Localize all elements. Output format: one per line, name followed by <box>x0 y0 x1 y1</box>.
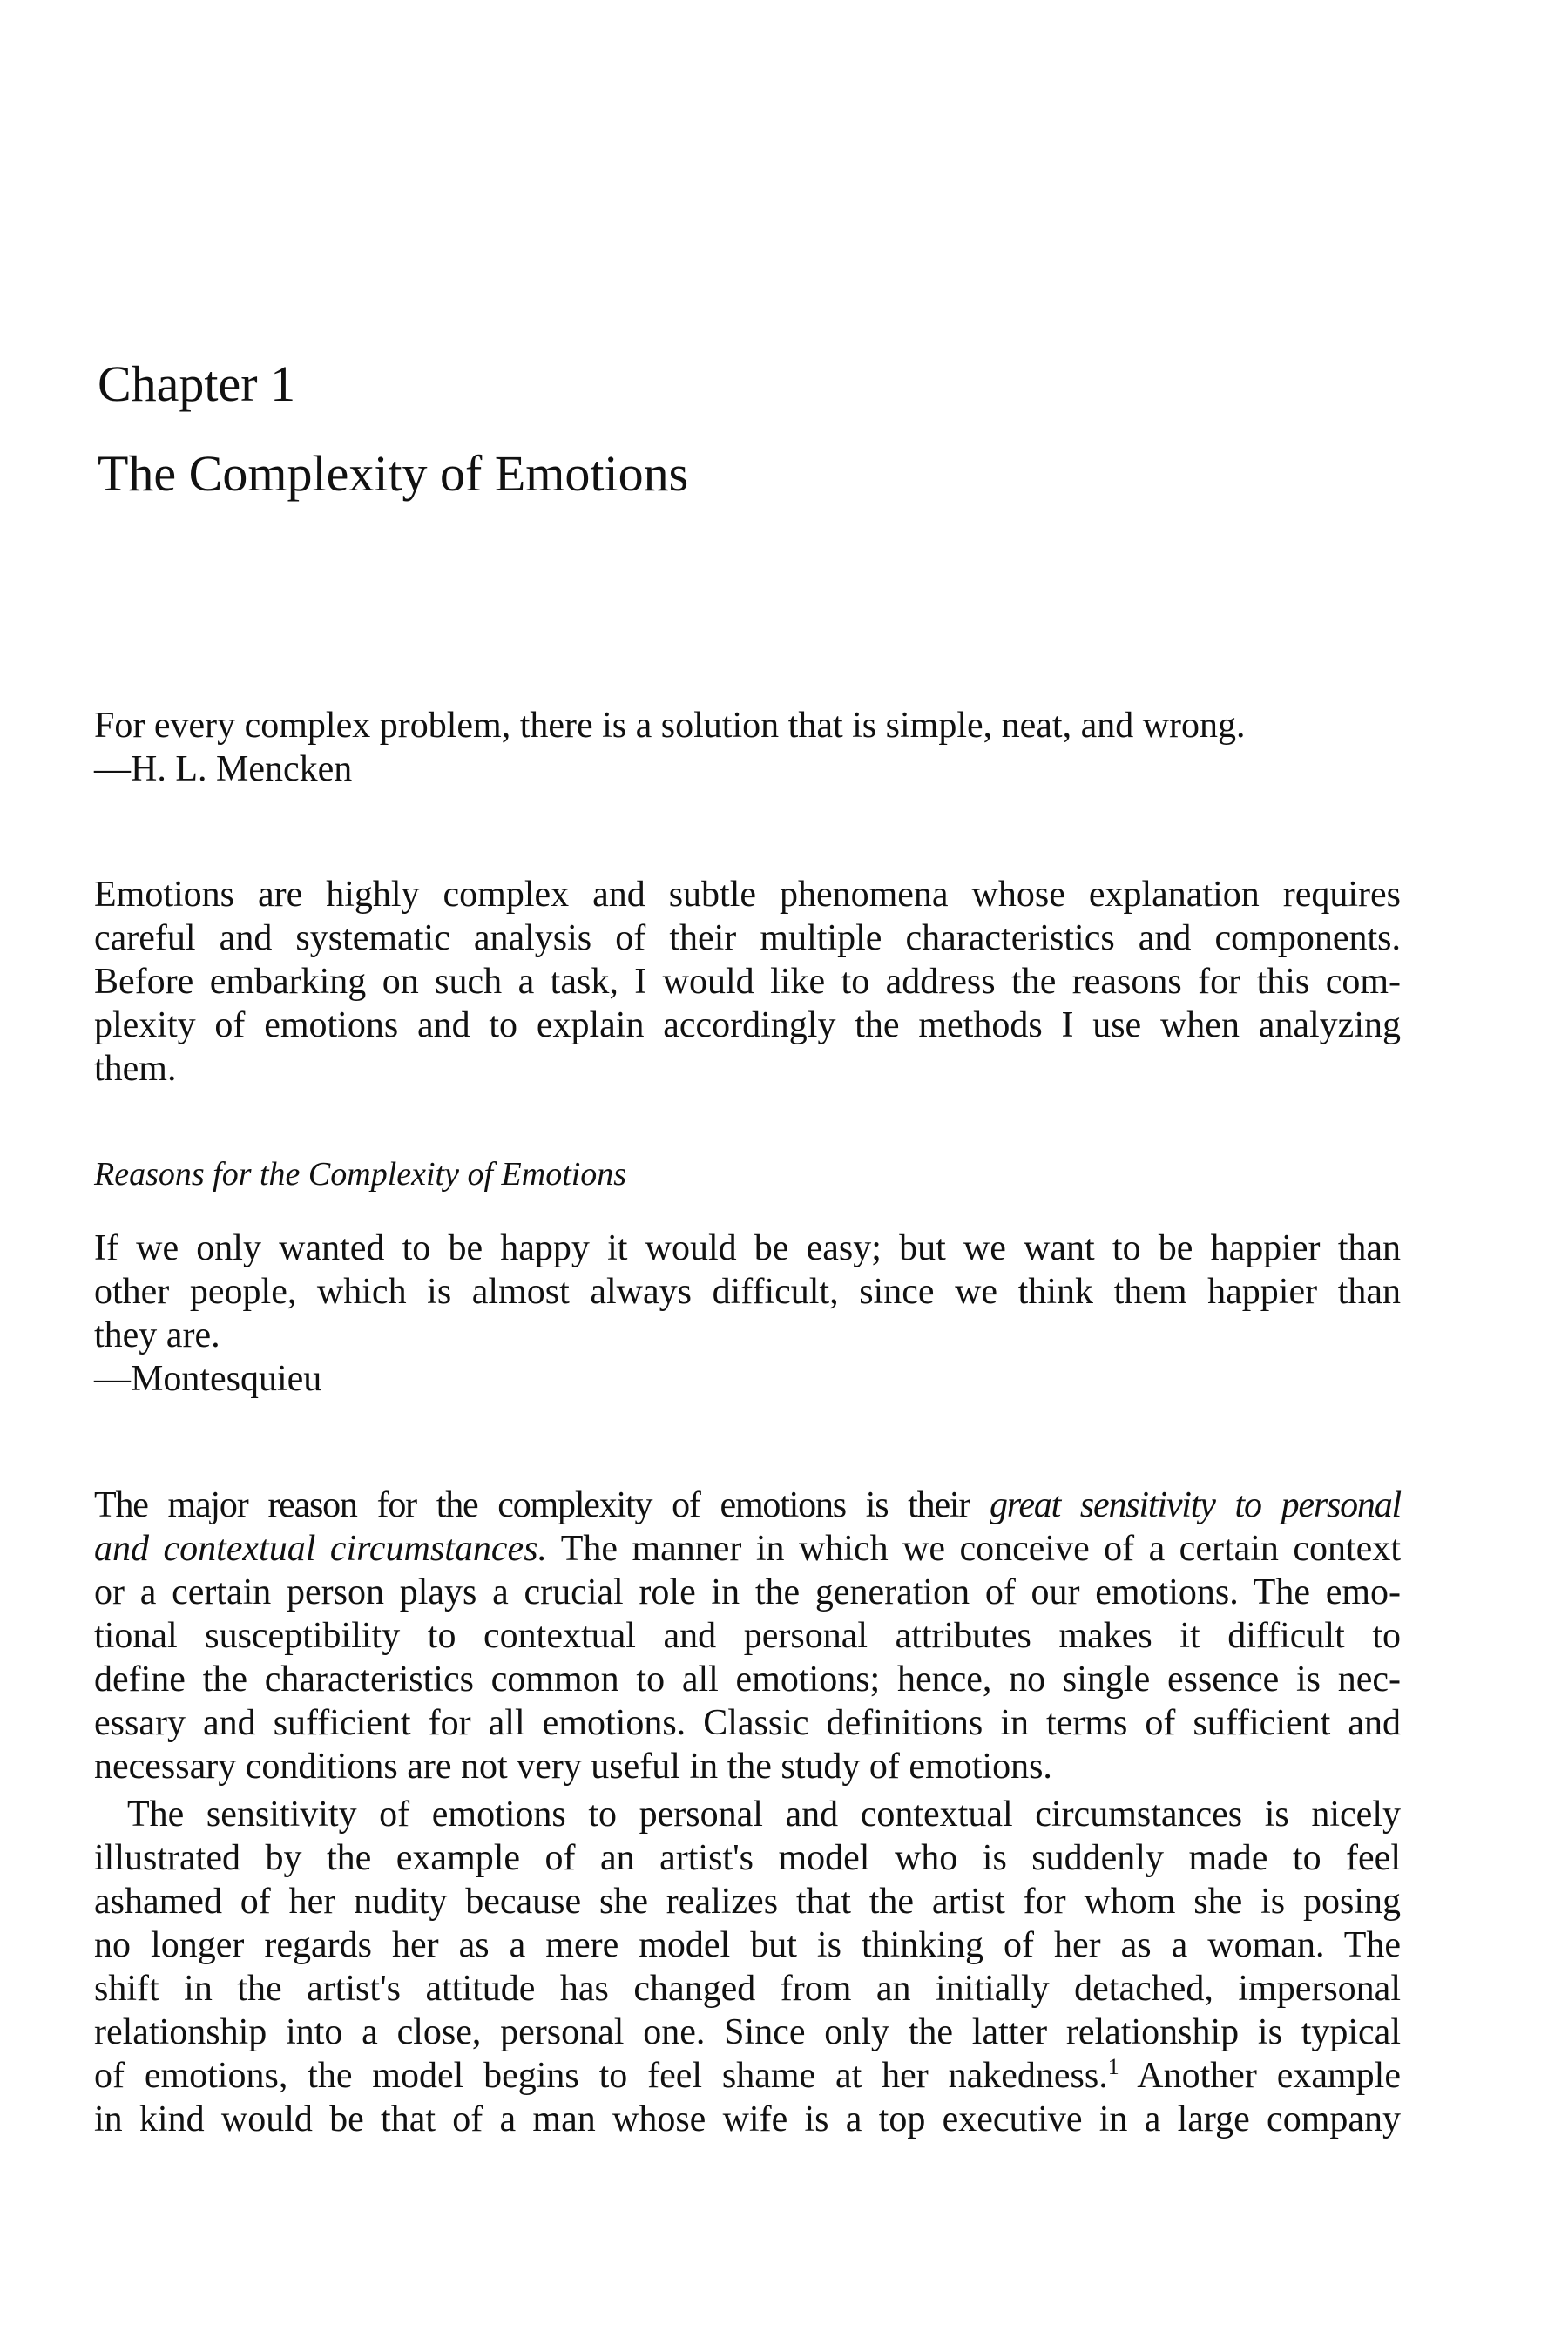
epigraph-attribution: —Montesquieu <box>94 1359 322 1399</box>
paragraph-line <box>94 1484 1401 1527</box>
paragraph-line <box>94 2054 1401 2098</box>
paragraph-line: ashamed of her nudity because she realizes that the artist for whom she is posing <box>94 1882 1401 1922</box>
paragraph-line: tional susceptibility to contextual and personal attributes makes it difficult to <box>94 1616 1401 1656</box>
paragraph-line: shift in the artist's attitude has changed from an initially detached, impersonal <box>94 1969 1401 2009</box>
footnote-marker[interactable]: 1 <box>1107 2054 1119 2079</box>
paragraph-line: define the characteristics common to all emotions; hence, no single essence is nec- <box>94 1659 1401 1700</box>
section-heading: Reasons for the Complexity of Emotions <box>94 1156 627 1193</box>
line-text: The manner in which we conceive of a certain context <box>547 1529 1401 1569</box>
paragraph-line: necessary conditions are not very useful in the study of emotions. <box>94 1747 1052 1787</box>
paragraph-line: Emotions are highly complex and subtle phenomena whose explanation requires <box>94 875 1401 915</box>
intro-paragraph <box>94 873 1401 1091</box>
paragraph-line: careful and systematic analysis of their multiple characteristics and components. <box>94 918 1401 958</box>
epigraph-mencken <box>94 704 1401 791</box>
body-paragraph-2 <box>94 1793 1401 2141</box>
epigraph-line: they are. <box>94 1315 220 1355</box>
epigraph-quote: For every complex problem, there is a solution that is simple, neat, and wrong. <box>94 706 1246 746</box>
paragraph-line: essary and sufficient for all emotions. Classic definitions in terms of sufficient and <box>94 1703 1401 1743</box>
epigraph-line: other people, which is almost always difficult, since we think them happier than <box>94 1272 1401 1312</box>
body-paragraph-1 <box>94 1484 1401 1788</box>
paragraph-line: plexity of emotions and to explain accordingly the methods I use when analyzing <box>94 1005 1401 1045</box>
line-text: The major reason for the complexity of emotions is their <box>94 1485 990 1525</box>
epigraph-attribution: —H. L. Mencken <box>94 749 353 789</box>
emphasis-text: great sensitivity to personal <box>989 1485 1401 1525</box>
paragraph-line: Before embarking on such a task, I would like to address the reasons for this com- <box>94 962 1401 1002</box>
epigraph-montesquieu <box>94 1227 1401 1401</box>
chapter-label: Chapter 1 <box>98 355 296 412</box>
paragraph-line: no longer regards her as a mere model but is thinking of her as a woman. The <box>94 1925 1401 1965</box>
paragraph-line: in kind would be that of a man whose wife is a top executive in a large company <box>94 2099 1401 2139</box>
line-text: Another example <box>1119 2056 1401 2096</box>
paragraph-line: relationship into a close, personal one. Since only the latter relationship is typical <box>94 2012 1401 2052</box>
paragraph-line: illustrated by the example of an artist's model who is suddenly made to feel <box>94 1838 1401 1878</box>
paragraph-line: The sensitivity of emotions to personal and contextual circumstances is nicely <box>127 1794 1401 1835</box>
paragraph-line: them. <box>94 1049 177 1089</box>
line-text: of emotions, the model begins to feel shame at her nakedness. <box>94 2056 1108 2096</box>
paragraph-line <box>94 1527 1401 1571</box>
chapter-title: The Complexity of Emotions <box>98 445 689 502</box>
epigraph-line: If we only wanted to be happy it would be easy; but we want to be happier than <box>94 1228 1401 1268</box>
emphasis-text: and contextual circumstances. <box>94 1529 548 1569</box>
paragraph-line: or a certain person plays a crucial role in the generation of our emotions. The emo- <box>94 1572 1401 1612</box>
